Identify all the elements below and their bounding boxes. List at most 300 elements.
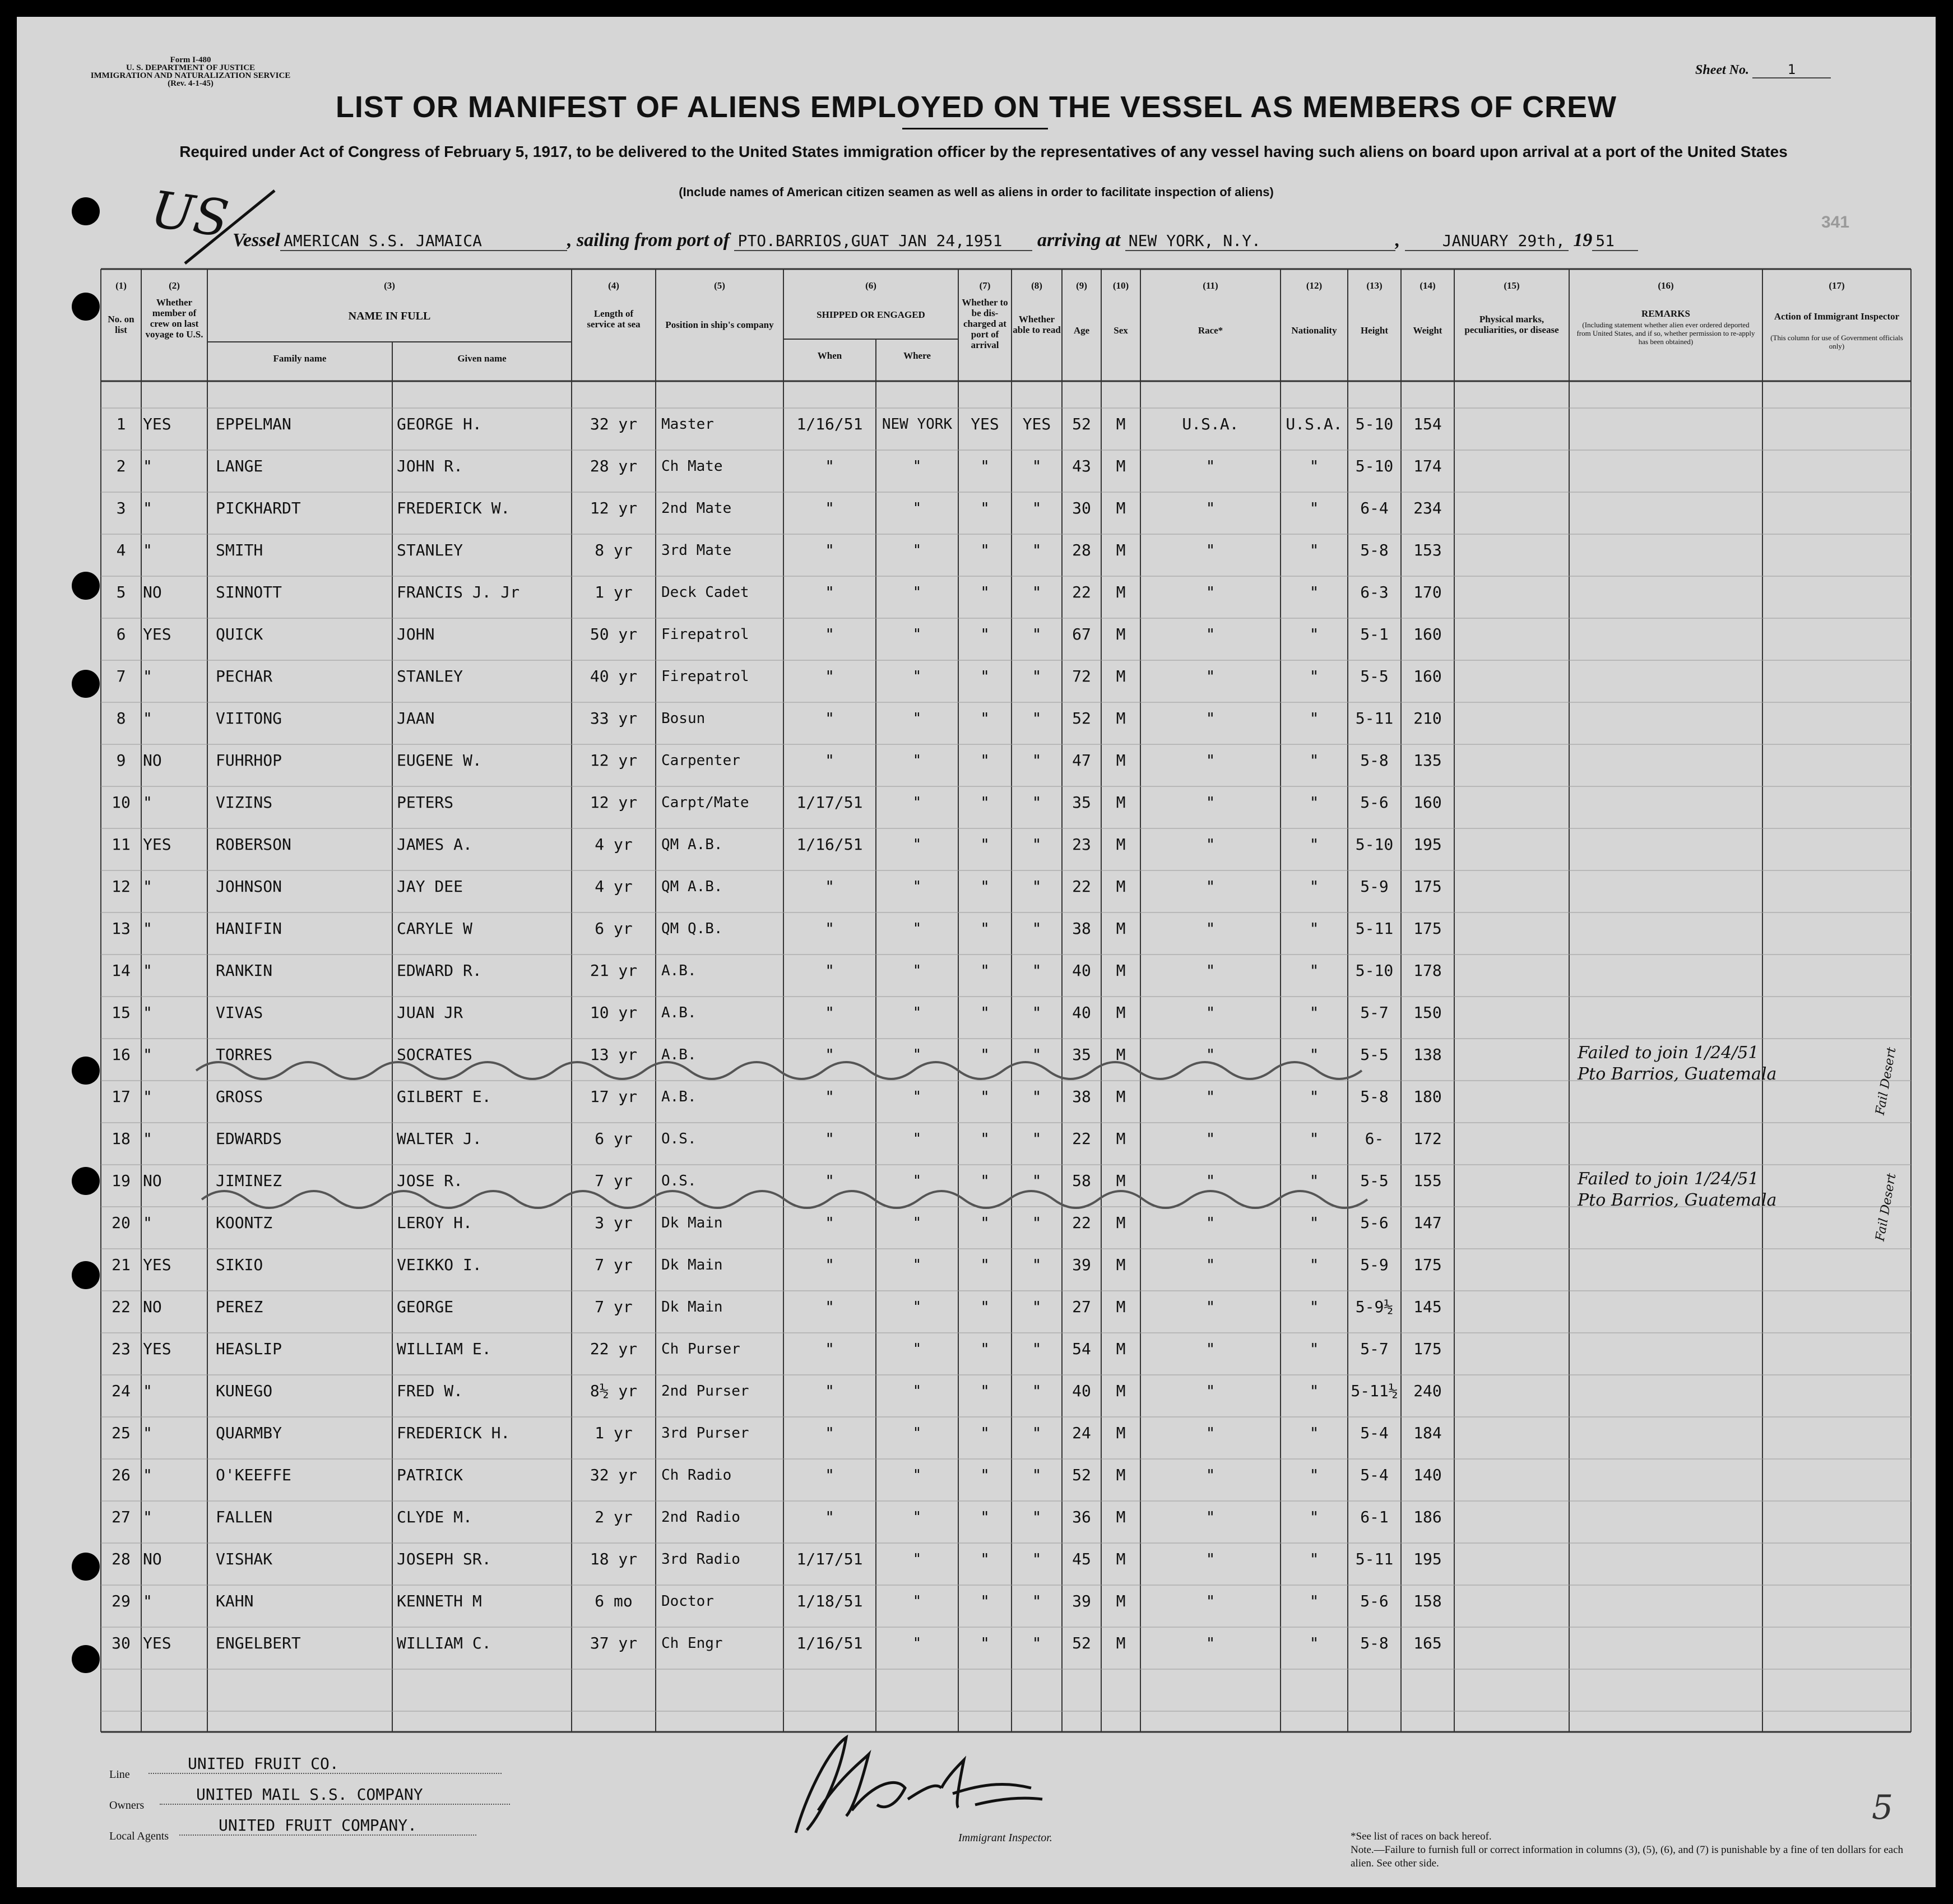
sex-cell: M	[1116, 499, 1126, 517]
shipped-where-cell: "	[912, 1509, 922, 1526]
col-16-header: REMARKS	[1641, 308, 1690, 319]
manifest-sheet	[17, 17, 1936, 1887]
family-name-cell: HANIFIN	[216, 919, 282, 938]
able-to-read-cell: "	[1032, 1634, 1042, 1652]
position-cell: A.B.	[661, 1088, 697, 1105]
crew-last-voyage-cell: "	[143, 1466, 152, 1484]
sex-cell: M	[1116, 1592, 1126, 1610]
col-15-header: Physical marks, peculiarities, or disease	[1464, 314, 1559, 335]
age-cell: 23	[1072, 835, 1091, 854]
given-name-cell: CARYLE W	[397, 919, 472, 938]
age-cell: 72	[1072, 667, 1091, 685]
age-cell: 67	[1072, 625, 1091, 643]
crew-last-voyage-cell: "	[143, 877, 152, 896]
sex-cell: M	[1116, 1087, 1126, 1106]
able-to-read-cell: "	[1032, 541, 1042, 559]
shipped-where-cell: "	[912, 752, 922, 769]
shipped-when-cell: "	[825, 1508, 834, 1526]
able-to-read-cell: "	[1032, 1298, 1042, 1316]
able-to-read-cell: "	[1032, 625, 1042, 643]
length-of-service-cell: 50 yr	[590, 625, 638, 643]
race-cell: "	[1205, 793, 1216, 812]
length-of-service-cell: 37 yr	[590, 1634, 638, 1652]
family-name-cell: JOHNSON	[216, 877, 282, 896]
family-name-cell: EDWARDS	[216, 1129, 282, 1148]
row-number-cell: 29	[112, 1592, 131, 1610]
length-of-service-cell: 12 yr	[590, 751, 638, 770]
able-to-read-cell: "	[1032, 1003, 1042, 1022]
position-cell: 3rd Purser	[661, 1425, 749, 1442]
family-name-cell: LANGE	[216, 457, 263, 475]
nationality-cell: "	[1309, 1087, 1319, 1106]
weight-cell: 180	[1413, 1087, 1442, 1106]
weight-cell: 210	[1413, 709, 1442, 728]
shipped-where-cell: "	[912, 1257, 922, 1273]
shipped-when-cell: "	[825, 919, 834, 938]
age-cell: 22	[1072, 1213, 1091, 1232]
race-cell: "	[1205, 835, 1216, 854]
crew-last-voyage-cell: "	[143, 457, 152, 475]
position-cell: Master	[661, 416, 714, 433]
col-9-number: (9)	[1076, 280, 1087, 291]
crew-last-voyage-cell: "	[143, 667, 152, 685]
discharged-cell: "	[980, 667, 990, 685]
length-of-service-cell: 17 yr	[590, 1087, 638, 1106]
shipped-where-cell: "	[912, 1341, 922, 1358]
crew-last-voyage-cell: NO	[143, 1298, 162, 1316]
age-cell: 52	[1072, 1466, 1091, 1484]
weight-cell: 165	[1413, 1634, 1442, 1652]
crew-last-voyage-cell: YES	[143, 625, 171, 643]
col-1-header: No. on list	[108, 314, 134, 335]
height-cell: 5-11	[1355, 1550, 1394, 1568]
col-7-header: Whether to be dis-charged at port of arrival	[962, 297, 1008, 350]
age-cell: 40	[1072, 961, 1091, 980]
shipped-when-cell: "	[825, 1213, 834, 1232]
age-cell: 24	[1072, 1424, 1091, 1442]
height-cell: 6-	[1365, 1129, 1384, 1148]
col-1-number: (1)	[115, 280, 127, 291]
height-cell: 6-3	[1360, 583, 1389, 601]
weight-cell: 160	[1413, 667, 1442, 685]
sex-cell: M	[1116, 1003, 1126, 1022]
nationality-cell: "	[1309, 709, 1319, 728]
position-cell: Firepatrol	[661, 668, 749, 685]
race-cell: "	[1205, 1045, 1216, 1064]
height-cell: 5-9	[1360, 877, 1389, 896]
nationality-cell: "	[1309, 1129, 1319, 1148]
family-name-cell: JIMINEZ	[216, 1171, 282, 1190]
height-cell: 5-9	[1360, 1256, 1389, 1274]
given-name-cell: WILLIAM E.	[397, 1340, 491, 1358]
height-cell: 5-7	[1360, 1003, 1389, 1022]
able-to-read-cell: "	[1032, 1550, 1042, 1568]
position-cell: O.S.	[661, 1173, 697, 1189]
able-to-read-cell: "	[1032, 1171, 1042, 1190]
position-cell: Ch Purser	[661, 1341, 740, 1358]
weight-cell: 153	[1413, 541, 1442, 559]
form-department: U. S. DEPARTMENT OF JUSTICE	[126, 63, 256, 72]
family-name-cell: HEASLIP	[216, 1340, 282, 1358]
weight-cell: 240	[1413, 1382, 1442, 1400]
family-name-cell: KAHN	[216, 1592, 254, 1610]
sex-cell: M	[1116, 877, 1126, 896]
row-number-cell: 12	[112, 877, 131, 896]
crew-last-voyage-cell: "	[143, 793, 152, 812]
height-cell: 5-11	[1355, 919, 1394, 938]
able-to-read-cell: "	[1032, 1256, 1042, 1274]
race-cell: "	[1205, 1171, 1216, 1190]
age-cell: 47	[1072, 751, 1091, 770]
crew-last-voyage-cell: NO	[143, 1550, 162, 1568]
handwritten-us-mark: US	[147, 179, 233, 249]
race-cell: "	[1205, 499, 1216, 517]
col-6-header: SHIPPED OR ENGAGED	[817, 309, 925, 320]
discharged-cell: YES	[971, 415, 999, 433]
given-name-cell: JOSEPH SR.	[397, 1550, 491, 1568]
discharged-cell: "	[980, 919, 990, 938]
shipped-when-cell: "	[825, 1382, 834, 1400]
age-cell: 35	[1072, 793, 1091, 812]
race-cell: "	[1205, 457, 1216, 475]
family-name-cell: QUARMBY	[216, 1424, 282, 1442]
crew-last-voyage-cell: YES	[143, 1340, 171, 1358]
race-cell: "	[1205, 1340, 1216, 1358]
sex-cell: M	[1116, 667, 1126, 685]
weight-cell: 178	[1413, 961, 1442, 980]
strike-line-row-16	[196, 1062, 1362, 1079]
inspector-signature	[762, 1726, 1054, 1838]
race-cell: "	[1205, 751, 1216, 770]
remark-side-row-16: Fail Desert	[1873, 1046, 1899, 1117]
shipped-when-cell: "	[825, 751, 834, 770]
height-cell: 6-1	[1360, 1508, 1389, 1526]
height-cell: 5-9½	[1355, 1298, 1394, 1316]
crew-last-voyage-cell: YES	[143, 415, 171, 433]
height-cell: 5-5	[1360, 667, 1389, 685]
shipped-when-cell: "	[825, 1171, 834, 1190]
discharged-cell: "	[980, 877, 990, 896]
form-service: IMMIGRATION AND NATURALIZATION SERVICE	[90, 71, 291, 80]
weight-cell: 184	[1413, 1424, 1442, 1442]
race-cell: "	[1205, 919, 1216, 938]
remark-line-2: Pto Barrios, Guatemala	[1578, 1064, 1777, 1084]
col-8-header: Whether able to read	[1013, 314, 1061, 335]
race-cell: "	[1205, 1298, 1216, 1316]
discharged-cell: "	[980, 541, 990, 559]
shipped-when-cell: 1/16/51	[796, 835, 863, 854]
height-cell: 5-5	[1360, 1045, 1389, 1064]
col-13-number: (13)	[1366, 280, 1383, 291]
race-cell: "	[1205, 709, 1216, 728]
able-to-read-cell: "	[1032, 709, 1042, 728]
row-number-cell: 21	[112, 1256, 131, 1274]
shipped-where-cell: "	[912, 1383, 922, 1400]
sex-cell: M	[1116, 583, 1126, 601]
weight-cell: 155	[1413, 1171, 1442, 1190]
discharged-cell: "	[980, 583, 990, 601]
col-2-number: (2)	[169, 280, 180, 291]
row-number-cell: 9	[116, 751, 126, 770]
discharged-cell: "	[980, 1003, 990, 1022]
weight-cell: 175	[1413, 1256, 1442, 1274]
race-cell: "	[1205, 1003, 1216, 1022]
line-label: Line	[109, 1768, 130, 1781]
col-5-number: (5)	[714, 280, 725, 291]
page-title: LIST OR MANIFEST OF ALIENS EMPLOYED ON THE VESSEL AS MEMBERS OF CREW	[335, 90, 1617, 124]
arriving-port: NEW YORK, N.Y.	[1125, 231, 1395, 251]
col-5-header: Position in ship's company	[665, 319, 774, 330]
position-cell: Doctor	[661, 1593, 714, 1610]
family-name-cell: KOONTZ	[216, 1213, 273, 1232]
race-cell: "	[1205, 1508, 1216, 1526]
race-cell: "	[1205, 1213, 1216, 1232]
position-cell: 3rd Radio	[661, 1551, 740, 1568]
length-of-service-cell: 21 yr	[590, 961, 638, 980]
given-name-cell: LEROY H.	[397, 1213, 472, 1232]
vessel-line: Vessel AMERICAN S.S. JAMAICA , sailing from port of PTO.BARRIOS,GUAT JAN 24,1951 arriving at NEW YORK, N.Y. , JANUARY 29th, 19 51	[233, 230, 1914, 251]
given-name-cell: STANLEY	[397, 667, 463, 685]
weight-cell: 135	[1413, 751, 1442, 770]
length-of-service-cell: 1 yr	[595, 583, 633, 601]
crew-last-voyage-cell: "	[143, 961, 152, 980]
remark-line-1: Failed to join 1/24/51	[1578, 1043, 1759, 1063]
crew-last-voyage-cell: "	[143, 1045, 152, 1064]
discharged-cell: "	[980, 1171, 990, 1190]
able-to-read-cell: "	[1032, 1213, 1042, 1232]
remark-row-16	[1578, 1043, 1776, 1085]
nationality-cell: "	[1309, 1382, 1319, 1400]
given-name-cell: WALTER J.	[397, 1129, 482, 1148]
sheet-number-label: Sheet No.	[1695, 63, 1749, 77]
shipped-when-cell: "	[825, 499, 834, 517]
age-cell: 22	[1072, 877, 1091, 896]
family-name-cell: ENGELBERT	[216, 1634, 301, 1652]
row-number-cell: 20	[112, 1213, 131, 1232]
length-of-service-cell: 4 yr	[595, 877, 633, 896]
weight-cell: 138	[1413, 1045, 1442, 1064]
age-cell: 52	[1072, 709, 1091, 728]
nationality-cell: "	[1309, 1171, 1319, 1190]
height-cell: 6-4	[1360, 499, 1389, 517]
col-2-header: Whether member of crew on last voyage to U.S.	[145, 297, 203, 340]
owners-label: Owners	[109, 1799, 145, 1812]
col-3-header: NAME IN FULL	[348, 310, 431, 322]
shipped-where-cell: "	[912, 542, 922, 559]
position-cell: Ch Engr	[661, 1635, 723, 1652]
given-name-cell: JOHN R.	[397, 457, 463, 475]
position-cell: Ch Radio	[661, 1467, 732, 1484]
given-name-cell: JUAN JR	[397, 1003, 463, 1022]
length-of-service-cell: 28 yr	[590, 457, 638, 475]
discharged-cell: "	[980, 1340, 990, 1358]
nationality-cell: "	[1309, 1592, 1319, 1610]
sex-cell: M	[1116, 1256, 1126, 1274]
height-cell: 5-7	[1360, 1340, 1389, 1358]
shipped-when-cell: "	[825, 625, 834, 643]
row-number-cell: 25	[112, 1424, 131, 1442]
col-3-number: (3)	[384, 280, 395, 291]
family-name-cell: PECHAR	[216, 667, 273, 685]
length-of-service-cell: 12 yr	[590, 499, 638, 517]
family-name-cell: PEREZ	[216, 1298, 263, 1316]
position-cell: Dk Main	[661, 1257, 723, 1273]
shipped-when-cell: "	[825, 667, 834, 685]
col-3-family-name: Family name	[273, 353, 327, 364]
crew-last-voyage-cell: YES	[143, 1256, 171, 1274]
age-cell: 27	[1072, 1298, 1091, 1316]
discharged-cell: "	[980, 709, 990, 728]
row-number-cell: 7	[116, 667, 126, 685]
col-16-number: (16)	[1658, 280, 1674, 291]
crew-last-voyage-cell: "	[143, 1508, 152, 1526]
shipped-when-cell: "	[825, 709, 834, 728]
sex-cell: M	[1116, 1550, 1126, 1568]
position-cell: QM A.B.	[661, 836, 723, 853]
shipped-where-cell: "	[912, 458, 922, 475]
col-3-given-name: Given name	[457, 353, 507, 364]
col-6-when: When	[817, 350, 842, 361]
position-cell: 2nd Purser	[661, 1383, 749, 1400]
able-to-read-cell: "	[1032, 1087, 1042, 1106]
nationality-cell: "	[1309, 1466, 1319, 1484]
nationality-cell: U.S.A.	[1286, 415, 1343, 433]
height-cell: 5-1	[1360, 625, 1389, 643]
height-cell: 5-8	[1360, 541, 1389, 559]
length-of-service-cell: 32 yr	[590, 415, 638, 433]
age-cell: 58	[1072, 1171, 1091, 1190]
weight-cell: 150	[1413, 1003, 1442, 1022]
weight-cell: 154	[1413, 415, 1442, 433]
sex-cell: M	[1116, 709, 1126, 728]
col-16-subheader: (Including statement whether alien ever ordered deported from United States, and if so, whether permission to re-apply has been obtained)	[1576, 321, 1755, 346]
given-name-cell: GEORGE	[397, 1298, 454, 1316]
age-cell: 38	[1072, 919, 1091, 938]
weight-cell: 147	[1413, 1213, 1442, 1232]
crew-last-voyage-cell: "	[143, 1382, 152, 1400]
shipped-where-cell: "	[912, 1551, 922, 1568]
length-of-service-cell: 7 yr	[595, 1256, 633, 1274]
able-to-read-cell: YES	[1022, 415, 1051, 433]
length-of-service-cell: 6 yr	[595, 919, 633, 938]
col-11-header: Race*	[1198, 325, 1223, 336]
height-cell: 5-10	[1355, 457, 1394, 475]
shipped-when-cell: "	[825, 1087, 834, 1106]
row-number-cell: 17	[112, 1087, 131, 1106]
length-of-service-cell: 2 yr	[595, 1508, 633, 1526]
col-13-header: Height	[1360, 325, 1389, 336]
able-to-read-cell: "	[1032, 1340, 1042, 1358]
crew-last-voyage-cell: "	[143, 709, 152, 728]
age-cell: 39	[1072, 1256, 1091, 1274]
age-cell: 28	[1072, 541, 1091, 559]
shipped-where-cell: "	[912, 1215, 922, 1231]
remark-row-19	[1578, 1169, 1776, 1211]
sex-cell: M	[1116, 625, 1126, 643]
height-cell: 5-11½	[1351, 1382, 1398, 1400]
height-cell: 5-4	[1360, 1466, 1389, 1484]
col-17-header: Action of Immigrant Inspector	[1774, 311, 1900, 322]
col-12-header: Nationality	[1291, 325, 1337, 336]
age-cell: 40	[1072, 1382, 1091, 1400]
family-name-cell: VIITONG	[216, 709, 282, 728]
row-number-cell: 11	[112, 835, 131, 854]
form-subnote: (Include names of American citizen seamen as well as aliens in order to facilitate inspection of aliens)	[679, 185, 1274, 199]
length-of-service-cell: 6 yr	[595, 1129, 633, 1148]
sailing-port: PTO.BARRIOS,GUAT JAN 24,1951	[734, 231, 1032, 251]
discharged-cell: "	[980, 1550, 990, 1568]
nationality-cell: "	[1309, 625, 1319, 643]
race-cell: "	[1205, 1382, 1216, 1400]
row-number-cell: 27	[112, 1508, 131, 1526]
form-revision: (Rev. 4-1-45)	[168, 79, 214, 88]
race-cell: "	[1205, 1256, 1216, 1274]
vessel-name: AMERICAN S.S. JAMAICA	[280, 231, 567, 251]
age-cell: 40	[1072, 1003, 1091, 1022]
given-name-cell: SOCRATES	[397, 1045, 472, 1064]
crew-last-voyage-cell: YES	[143, 835, 171, 854]
given-name-cell: FREDERICK H.	[397, 1424, 511, 1442]
shipped-where-cell: "	[912, 626, 922, 643]
discharged-cell: "	[980, 1129, 990, 1148]
sailing-label: , sailing from port of	[567, 230, 730, 251]
given-name-cell: GILBERT E.	[397, 1087, 491, 1106]
sex-cell: M	[1116, 1634, 1126, 1652]
shipped-when-cell: 1/16/51	[796, 1634, 863, 1652]
given-name-cell: EDWARD R.	[397, 961, 482, 980]
row-number-cell: 30	[112, 1634, 131, 1652]
crew-last-voyage-cell: "	[143, 1003, 152, 1022]
length-of-service-cell: 40 yr	[590, 667, 638, 685]
weight-cell: 170	[1413, 583, 1442, 601]
row-number-cell: 4	[116, 541, 126, 559]
given-name-cell: KENNETH M	[397, 1592, 482, 1610]
shipped-where-cell: "	[912, 794, 922, 811]
sex-cell: M	[1116, 1508, 1126, 1526]
row-number-cell: 23	[112, 1340, 131, 1358]
position-cell: 2nd Mate	[661, 500, 732, 517]
family-name-cell: GROSS	[216, 1087, 263, 1106]
able-to-read-cell: "	[1032, 1466, 1042, 1484]
able-to-read-cell: "	[1032, 1382, 1042, 1400]
sex-cell: M	[1116, 751, 1126, 770]
height-cell: 5-11	[1355, 709, 1394, 728]
form-subtitle: Required under Act of Congress of February 5, 1917, to be delivered to the United States immigration officer by the representatives of any vessel having such aliens on board upon arrival at a port of the United States	[179, 143, 1788, 160]
given-name-cell: FREDERICK W.	[397, 499, 511, 517]
given-name-cell: GEORGE H.	[397, 415, 482, 433]
shipped-when-cell: "	[825, 1256, 834, 1274]
discharged-cell: "	[980, 1256, 990, 1274]
able-to-read-cell: "	[1032, 835, 1042, 854]
shipped-when-cell: "	[825, 1045, 834, 1064]
able-to-read-cell: "	[1032, 583, 1042, 601]
arriving-label: arriving at	[1037, 230, 1121, 251]
age-cell: 45	[1072, 1550, 1091, 1568]
footnote-penalty: Note.—Failure to furnish full or correct information in columns (3), (5), (6), and (7) is punishable by a fine of ten dollars for each alien. See other side.	[1351, 1844, 1904, 1869]
race-cell: "	[1205, 1592, 1216, 1610]
shipped-where-cell: NEW YORK	[882, 416, 953, 433]
shipped-where-cell: "	[912, 1593, 922, 1610]
remark-side-row-19: Fail Desert	[1873, 1172, 1899, 1243]
col-15-number: (15)	[1504, 280, 1520, 291]
race-cell: "	[1205, 1550, 1216, 1568]
col-6-where: Where	[903, 350, 931, 361]
length-of-service-cell: 18 yr	[590, 1550, 638, 1568]
immigrant-inspector-label: Immigrant Inspector.	[958, 1832, 1052, 1844]
given-name-cell: FRED W.	[397, 1382, 463, 1400]
row-number-cell: 26	[112, 1466, 131, 1484]
family-name-cell: VIVAS	[216, 1003, 263, 1022]
